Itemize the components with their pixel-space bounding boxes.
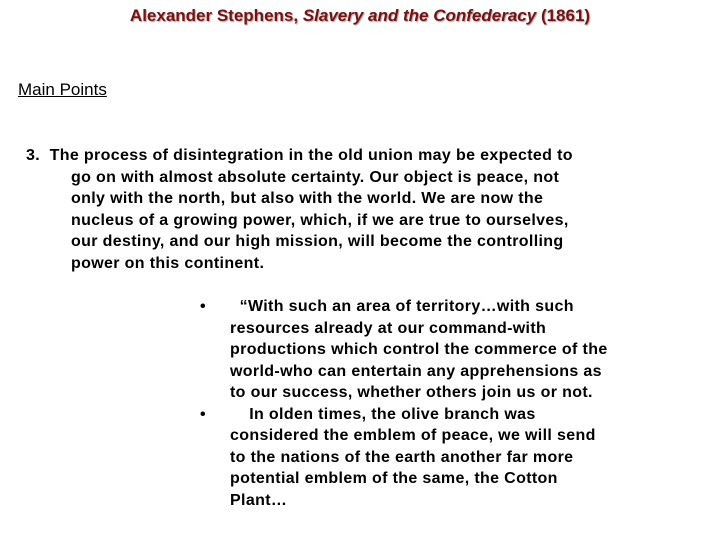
bullet-marker: •	[200, 298, 206, 315]
point-line: only with the north, but also with the world. We are now the	[71, 190, 544, 207]
point-number: 3.	[26, 147, 41, 164]
bullet-marker: •	[200, 405, 206, 423]
quote-bullets	[200, 296, 710, 511]
point-line: our destiny, and our high mission, will become the controlling	[71, 233, 564, 250]
bullet-line: potential emblem of the same, the Cotton	[230, 470, 558, 487]
title-year: (1861)	[540, 6, 591, 25]
bullet-line: considered the emblem of peace, we will send	[230, 427, 596, 444]
point-line: nucleus of a growing power, which, if we are true to ourselves,	[71, 211, 569, 229]
point-line: go on with almost absolute certainty. Our object is peace, not	[71, 168, 560, 186]
bullet-line: Plant…	[230, 491, 288, 509]
point-line: power on this continent.	[71, 254, 265, 272]
bullet-line: resources already at our command-with	[230, 319, 547, 337]
section-heading: Main Points	[18, 80, 107, 99]
main-point	[26, 145, 706, 274]
point-line	[26, 145, 706, 167]
bullet-item	[200, 296, 710, 404]
bullet-line: In olden times, the olive branch was	[249, 405, 536, 423]
bullet-line: to our success, whether others join us or not.	[230, 384, 593, 401]
bullet-line: world-who can entertain any apprehensions as	[230, 362, 602, 380]
bullet-line: to the nations of the earth another far more	[230, 448, 574, 466]
slide-title	[0, 6, 720, 26]
title-work: Slavery and the Confederacy	[302, 6, 537, 25]
bullet-line: “With such an area of territory…with such	[239, 298, 574, 315]
bullet-item	[200, 404, 710, 512]
point-text: The process of disintegration in the old union may be expected to	[49, 147, 573, 164]
title-author: Alexander Stephens,	[129, 6, 299, 25]
bullet-line: productions which control the commerce of the	[230, 341, 608, 358]
